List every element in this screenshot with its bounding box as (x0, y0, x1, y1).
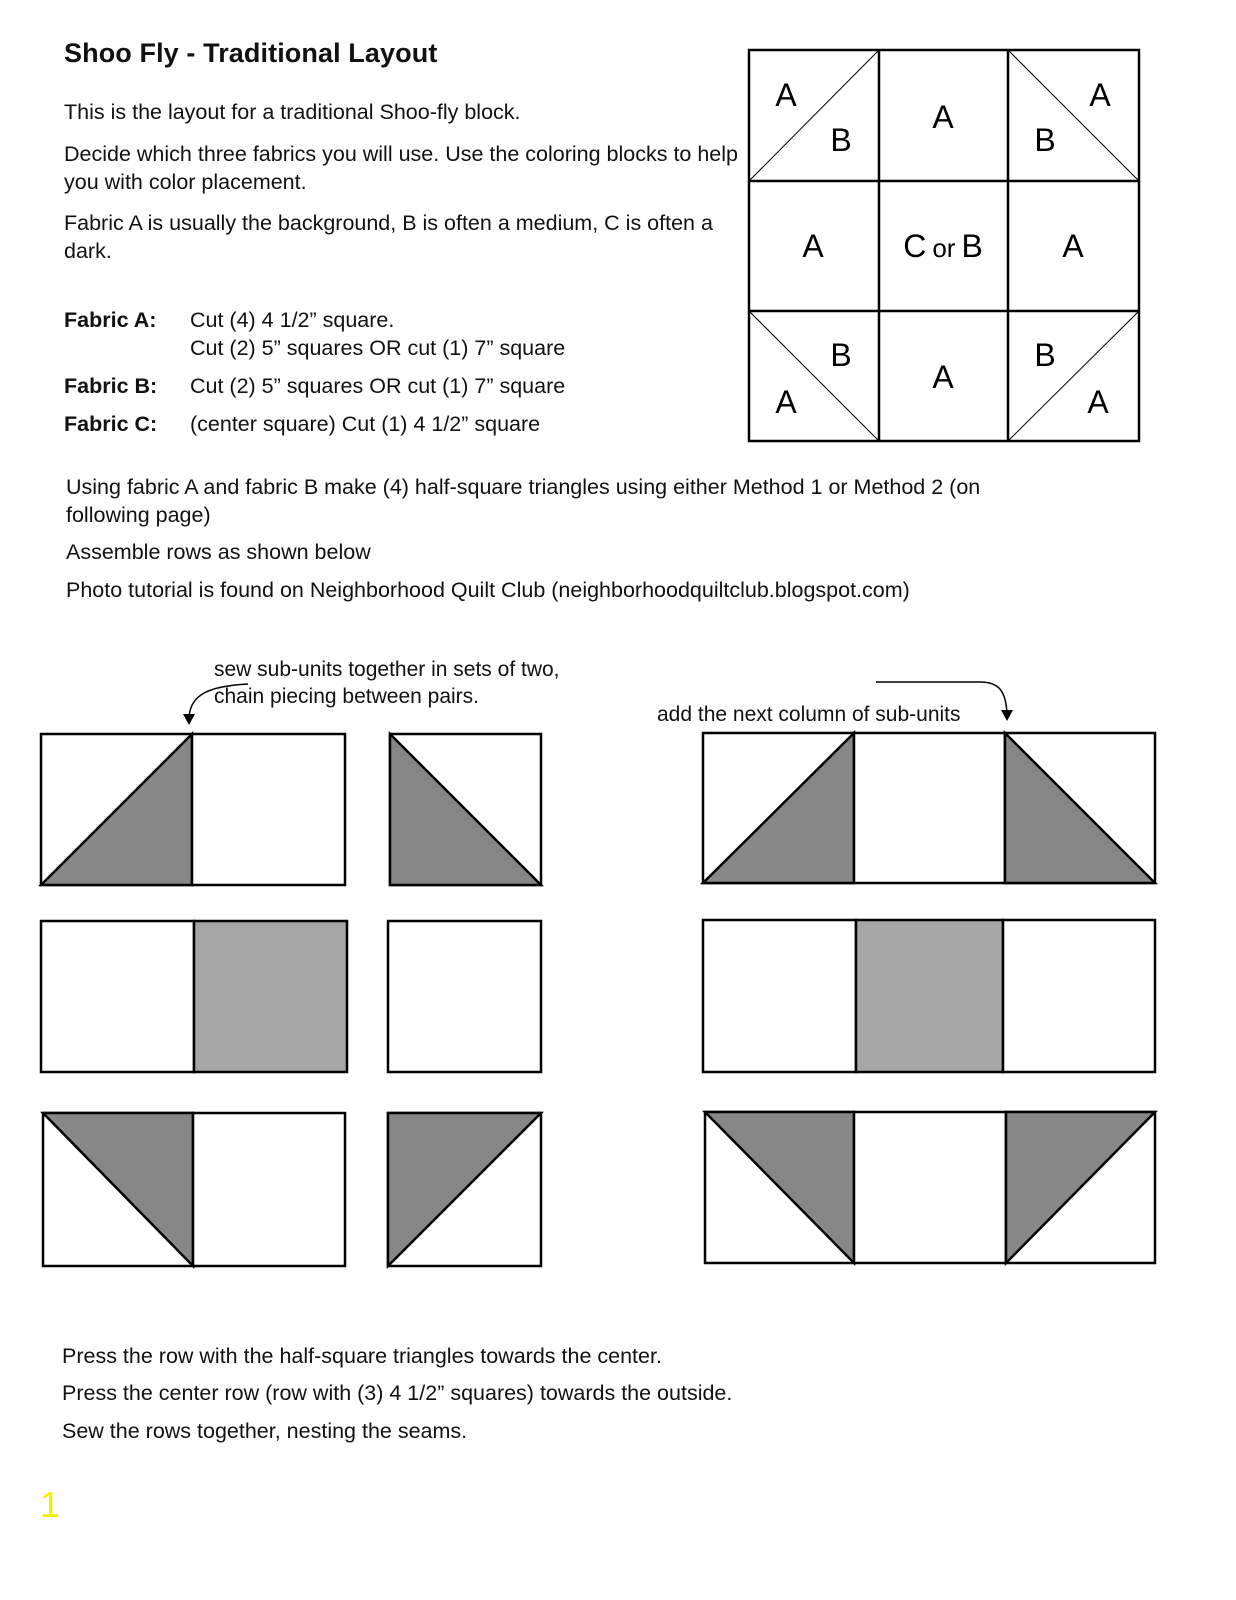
cut-instruction: Cut (2) 5” squares OR cut (1) 7” square (190, 374, 566, 398)
cut-instruction: Cut (2) 5” squares OR cut (1) 7” square (190, 336, 566, 360)
cell-label: A (932, 359, 954, 395)
cut-instruction: Cut (4) 4 1/2” square. (190, 308, 395, 332)
fabric-label: Fabric B: (64, 374, 158, 398)
intro-paragraph: Fabric A is usually the background, B is often a medium, C is often a dark. (64, 211, 713, 263)
sub-unit-square (854, 733, 1005, 883)
annotation-text: chain piecing between pairs. (214, 685, 480, 708)
cell-label: B (961, 228, 983, 264)
sub-unit-square (41, 921, 194, 1072)
arrow-head (183, 714, 195, 725)
instruction-line: Assemble rows as shown below (66, 540, 371, 564)
annotation-text: sew sub-units together in sets of two, (214, 658, 560, 681)
diagonal-seam (1008, 311, 1139, 441)
fabric-label: Fabric A: (64, 308, 157, 332)
cell-label: A (932, 99, 954, 135)
sub-unit-square (854, 1112, 1006, 1263)
annotation-text: add the next column of sub-units (657, 703, 961, 726)
pressing-instruction: Press the row with the half-square triangles towards the center. (62, 1344, 662, 1368)
arrow-head (1001, 710, 1013, 721)
diagonal-seam (1008, 50, 1139, 181)
intro-paragraph: Decide which three fabrics you will use. Use the coloring blocks to help you with color placement. (64, 142, 738, 194)
instruction-line: Photo tutorial is found on Neighborhood Quilt Club (neighborhoodquiltclub.blogspot.com) (66, 578, 910, 602)
cell-label: B (830, 122, 852, 158)
cut-instruction: (center square) Cut (1) 4 1/2” square (190, 412, 541, 436)
pressing-instruction: Sew the rows together, nesting the seams. (62, 1419, 468, 1443)
cell-label: B (1034, 337, 1056, 373)
cell-label: A (1089, 77, 1111, 113)
cell-label: A (1087, 384, 1109, 420)
instruction-paragraph: Using fabric A and fabric B make (4) half-square triangles using either Method 1 or Method 2 (on following page) (66, 475, 981, 527)
sub-unit-square (1003, 920, 1155, 1072)
center-cell-label (903, 228, 983, 264)
sub-unit-square (703, 920, 856, 1072)
cell-label: C (903, 228, 927, 264)
cell-label-or: or (932, 233, 956, 263)
cell-label: B (830, 337, 852, 373)
fabric-label: Fabric C: (64, 412, 158, 436)
cell-label: A (775, 384, 797, 420)
sub-unit-square (192, 734, 345, 885)
cell-label: A (1062, 228, 1084, 264)
cell-label: A (775, 77, 797, 113)
cell-label: A (802, 228, 824, 264)
cell-label: B (1034, 122, 1056, 158)
sub-unit-square (388, 921, 541, 1072)
diagonal-seam (749, 50, 879, 181)
center-square (194, 921, 347, 1072)
sub-unit-square (193, 1113, 345, 1266)
page-title: Shoo Fly - Traditional Layout (64, 38, 438, 68)
intro-line: This is the layout for a traditional Shoo-fly block. (64, 100, 521, 124)
pressing-instruction: Press the center row (row with (3) 4 1/2” squares) towards the outside. (62, 1381, 733, 1405)
page-number: 1 (40, 1484, 61, 1525)
diagonal-seam (749, 311, 879, 441)
center-square (856, 920, 1003, 1072)
